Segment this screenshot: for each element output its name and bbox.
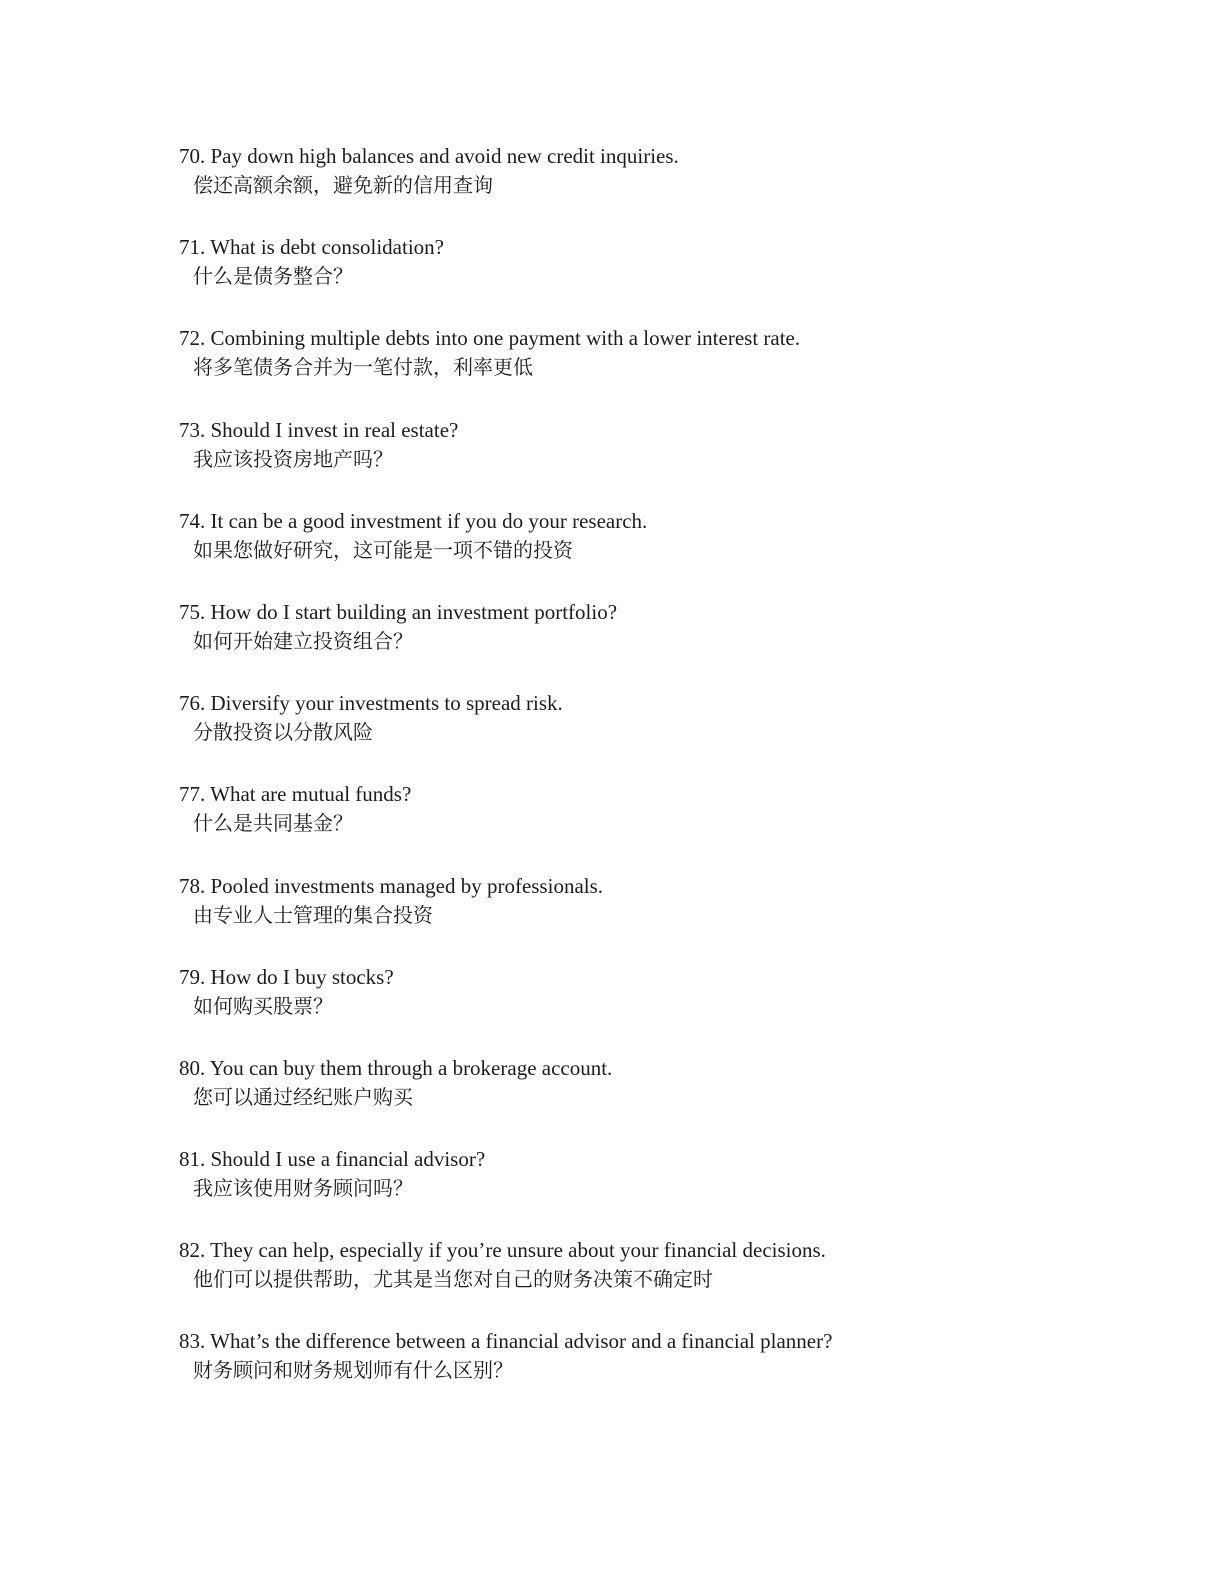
qa-entry-72: [179, 324, 1139, 415]
qa-entry-81: [179, 1145, 1139, 1236]
chinese-line: 他们可以提供帮助，尤其是当您对自己的财务决策不确定时: [193, 1267, 713, 1292]
english-line: 74. It can be a good investment if you do your research.: [179, 508, 648, 533]
qa-entry-70: [179, 142, 1139, 233]
english-line: 83. What’s the difference between a financial advisor and a financial planner?: [179, 1329, 833, 1354]
qa-entry-76: [179, 689, 1139, 780]
chinese-line: 将多笔债务合并为一笔付款，利率更低: [193, 355, 533, 380]
chinese-line: 如何购买股票？: [193, 993, 333, 1018]
chinese-line: 分散投资以分散风险: [193, 720, 373, 745]
english-line: 80. You can buy them through a brokerage account.: [179, 1055, 613, 1080]
qa-entry-71: [179, 233, 1139, 324]
chinese-line: 财务顾问和财务规划师有什么区别？: [193, 1358, 513, 1383]
chinese-line: 由专业人士管理的集合投资: [193, 902, 433, 927]
chinese-line: 如何开始建立投资组合？: [193, 628, 413, 653]
qa-entry-73: [179, 416, 1139, 507]
english-line: 72. Combining multiple debts into one payment with a lower interest rate.: [179, 326, 801, 351]
qa-list: [179, 142, 1139, 1419]
qa-entry-78: [179, 872, 1139, 963]
chinese-line: 我应该投资房地产吗？: [193, 446, 393, 471]
qa-entry-82: [179, 1236, 1139, 1327]
qa-entry-83: [179, 1327, 1139, 1418]
chinese-line: 偿还高额余额，避免新的信用查询: [193, 173, 493, 197]
chinese-line: 您可以通过经纪账户购买: [193, 1084, 413, 1109]
english-line: 79. How do I buy stocks?: [179, 964, 394, 989]
english-line: 76. Diversify your investments to spread risk.: [179, 691, 563, 716]
english-line: 73. Should I invest in real estate?: [179, 417, 459, 442]
chinese-line: 什么是债务整合？: [193, 264, 353, 289]
qa-entry-75: [179, 598, 1139, 689]
english-line: 78. Pooled investments managed by professionals.: [179, 873, 604, 898]
chinese-line: 我应该使用财务顾问吗？: [193, 1176, 413, 1201]
qa-entry-74: [179, 507, 1139, 598]
chinese-line: 如果您做好研究，这可能是一项不错的投资: [193, 537, 573, 562]
english-line: 71. What is debt consolidation?: [179, 235, 444, 260]
english-line: 77. What are mutual funds?: [179, 782, 412, 807]
english-line: 82. They can help, especially if you’re unsure about your financial decisions.: [179, 1238, 826, 1263]
qa-entry-80: [179, 1054, 1139, 1145]
chinese-line: 什么是共同基金？: [193, 811, 353, 836]
english-line: 70. Pay down high balances and avoid new credit inquiries.: [179, 144, 679, 168]
qa-entry-77: [179, 780, 1139, 871]
qa-entry-79: [179, 963, 1139, 1054]
english-line: 81. Should I use a financial advisor?: [179, 1147, 486, 1172]
english-line: 75. How do I start building an investment portfolio?: [179, 599, 618, 624]
